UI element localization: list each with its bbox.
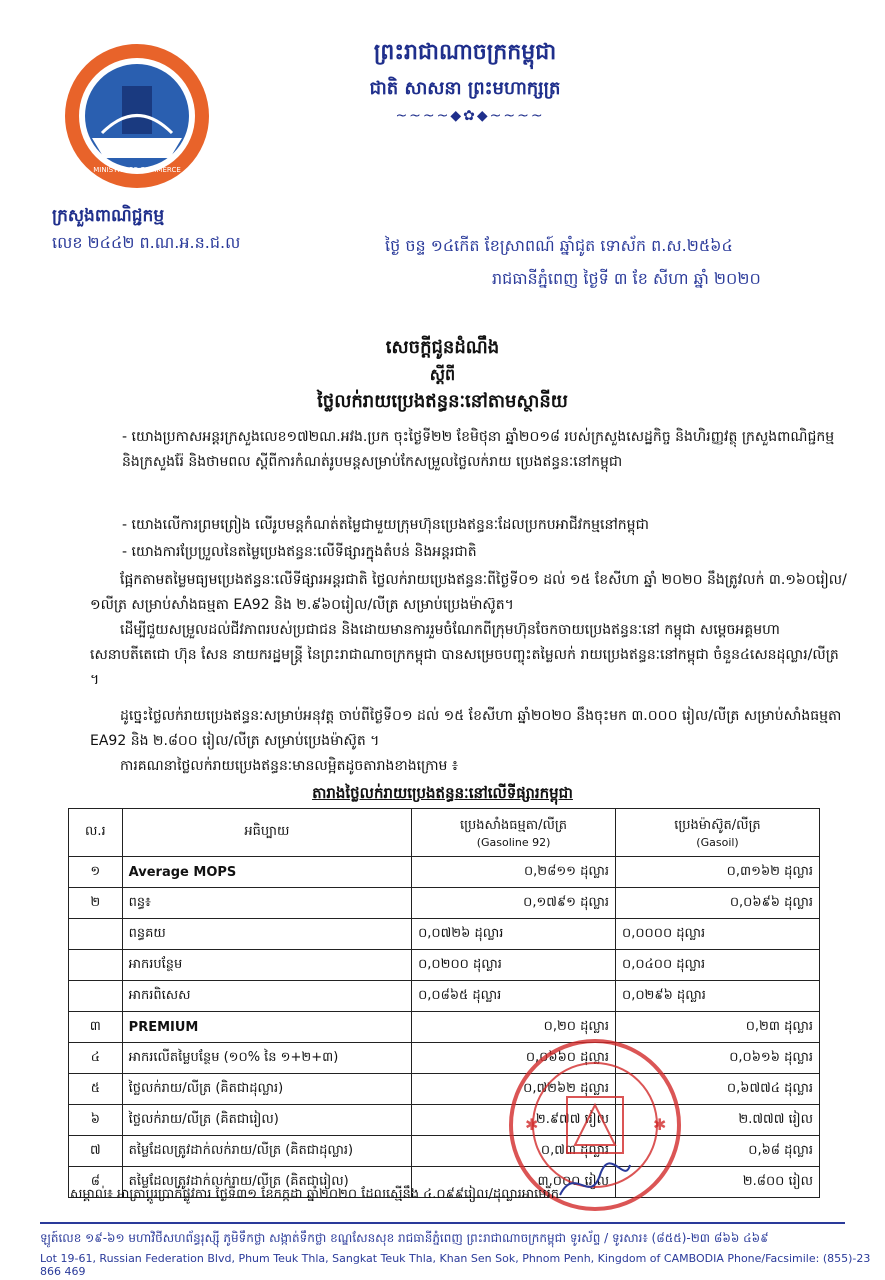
header-no: ល.រ: [69, 809, 123, 857]
row-number: [69, 981, 123, 1012]
bullet-item: - យោងការប្រែប្រួលនៃតម្លៃប្រេងឥន្ធនៈលើទីផ្សារក្នុងតំបន់ និងអន្តរជាតិ: [122, 544, 477, 560]
gasoline-value: ០,២០ ដុល្លារ: [412, 1012, 616, 1043]
paragraph: ដូច្នេះថ្លៃលក់រាយប្រេងឥន្ធនៈសម្រាប់អនុវត្ត ចាប់ពីថ្ងៃទី០១ ដល់ ១៥ ខែសីហា ឆ្នាំ២០២០ នឹងចុះមក ៣.០០០ រៀល/លីត្រ សម្រាប់សាំងធម្មតា EA92 និង ២.៨០០ រៀល/លីត្រ សម្រាប់ប្រេងម៉ាស៊ូត ។: [90, 708, 842, 749]
row-number: ៦: [69, 1105, 123, 1136]
header-gasoline: ប្រេងសាំងធម្មតា/លីត្រ (Gasoline 92): [412, 809, 616, 857]
table-row: [69, 981, 820, 1012]
table-row: [69, 1136, 820, 1167]
gasoil-value: ០,០៦៩៦ ដុល្លារ: [616, 888, 820, 919]
lunar-date: ថ្ងៃ ចន្ទ ១៤កើត ខែស្រាពណ៍ ឆ្នាំជូត ទោស័ក ព.ស.២៥៦៤: [385, 236, 733, 255]
row-description: ពន្ធគយ: [122, 919, 411, 950]
row-number: ២: [69, 888, 123, 919]
row-number: [69, 919, 123, 950]
gasoline-value: ០,៧៣ ដុល្លារ: [412, 1136, 616, 1167]
row-number: ៤: [69, 1043, 123, 1074]
row-number: ៧: [69, 1136, 123, 1167]
bullet-item: - យោងលើការព្រមព្រៀង លើរូបមន្តកំណត់តម្លៃជាមួយក្រុមហ៊ុនប្រេងឥន្ធនៈដែលប្រកបអាជីវកម្មនៅកម្ពុជា: [122, 517, 649, 533]
ornament-divider: ~~~~◆✿◆~~~~: [395, 108, 545, 124]
row-description: អាករបន្ថែម: [122, 950, 411, 981]
gasoline-value: ០,៧២៦២ ដុល្លារ: [412, 1074, 616, 1105]
solar-date: រាជធានីភ្នំពេញ ថ្ងៃទី ៣ ខែ សីហា ឆ្នាំ ២០២០: [492, 269, 761, 288]
gasoil-value: ២.៧៧៧ រៀល: [616, 1105, 820, 1136]
footnote: សម្គាល់៖ អាត្រាប្តូរប្រាក់ផ្លូវការ ថ្ងៃទី៣១ ខែកក្កដា ឆ្នាំ២០២០ ដែលស្មើនឹង ៤.០៩៩រៀល/ដុល្លារអាមេរិក: [70, 1187, 559, 1202]
header-desc: អធិប្បាយ: [122, 809, 411, 857]
row-number: ១: [69, 857, 123, 888]
gasoline-value: ០,២៨១១ ដុល្លារ: [412, 857, 616, 888]
ministry-logo: [62, 38, 212, 198]
header-gasoil: ប្រេងម៉ាស៊ូត/លីត្រ (Gasoil): [616, 809, 820, 857]
table-caption: តារាងថ្លៃលក់រាយប្រេងឥន្ធនៈនៅលើទីផ្សារកម្ពុជា: [312, 784, 573, 802]
national-motto: ជាតិ សាសនា ព្រះមហាក្សត្រ: [369, 78, 561, 99]
row-description: អាករពិសេស: [122, 981, 411, 1012]
gasoil-value: ០,០២៩៦ ដុល្លារ: [616, 981, 820, 1012]
gasoline-value: ០,០២០០ ដុល្លារ: [412, 950, 616, 981]
signature: [555, 1155, 635, 1210]
row-number: ៣: [69, 1012, 123, 1043]
paragraph: ដើម្បីជួយសម្រួលដល់ជីវភាពរបស់ប្រជាជន និងដោយមានការរួមចំណែកពីក្រុមហ៊ុនចែកចាយប្រេងឥន្ធនៈនៅ កម្ពុជា សម្តេចអគ្គមហាសេនាបតីតេជោ ហ៊ុន សែន នាយករដ្ឋមន្ត្រី នៃព្រះរាជាណាចក្រកម្ពុជា បានសម្រេចបញ្ចុះតម្លៃលក់ រាយប្រេងឥន្ធនៈនៅកម្ពុជា ចំនួន៤សេនដុល្លារ/លីត្រ ។: [90, 622, 839, 688]
table-row: [69, 1043, 820, 1074]
gasoil-value: ០,០០០០ ដុល្លារ: [616, 919, 820, 950]
fuel-price-table: [68, 808, 820, 1198]
paragraph: ផ្អែកតាមតម្លៃមធ្យមប្រេងឥន្ធនៈលើទីផ្សារអន្តរជាតិ ថ្លៃលក់រាយប្រេងឥន្ធនៈពីថ្ងៃទី០១ ដល់ ១៥ ខែសីហា ឆ្នាំ ២០២០ នឹងត្រូវលក់ ៣.១៦០រៀល/១លីត្រ សម្រាប់សាំងធម្មតា EA92 និង ២.៩៦០រៀល/លីត្រ សម្រាប់ប្រេងម៉ាស៊ូត។: [90, 572, 847, 613]
row-number: [69, 950, 123, 981]
svg-text:✱: ✱: [525, 1115, 539, 1134]
gasoline-value: ៣,០០០ រៀល: [412, 1167, 616, 1198]
row-description: តម្លៃដែលត្រូវដាក់លក់រាយ/លីត្រ (គិតជារៀល): [122, 1167, 411, 1198]
row-description: អាករលើតម្លៃបន្ថែម (១០% នៃ ១+២+៣): [122, 1043, 411, 1074]
bullet-item: - យោងប្រកាសអន្តរក្រសួងលេខ១៧២ណ.អវង.ប្រក ចុះថ្ងៃទី២២ ខែមិថុនា ឆ្នាំ២០១៨ របស់ក្រសួងសេដ្ឋកិច្ច និងហិរញ្ញវត្ថុ ក្រសួងពាណិជ្ជកម្ម និងក្រសួងរ៉ែ និងថាមពល ស្តីពីការកំណត់រូបមន្តសម្រាប់កែសម្រួលថ្លៃលក់រាយ ប្រេងឥន្ធនៈនៅកម្ពុជា: [122, 429, 835, 470]
gasoline-value: ២.៩៧៧ រៀល: [412, 1105, 616, 1136]
table-row: [69, 1105, 820, 1136]
gasoil-value: ០,៦៨ ដុល្លារ: [616, 1136, 820, 1167]
row-description: ថ្លៃលក់រាយ/លីត្រ (គិតជាដុល្លារ): [122, 1074, 411, 1105]
reference-number: លេខ ២៤៤២ ព.ណ.អ.ន.ជ.ល: [52, 233, 241, 252]
row-description: ថ្លៃលក់រាយ/លីត្រ (គិតជារៀល): [122, 1105, 411, 1136]
gasoil-value: ០,៦៧៧៤ ដុល្លារ: [616, 1074, 820, 1105]
gasoline-value: ០,១៧៩១ ដុល្លារ: [412, 888, 616, 919]
table-body: [69, 857, 820, 1198]
gasoline-value: ០,០៧២៦ ដុល្លារ: [412, 919, 616, 950]
row-description: PREMIUM: [122, 1012, 411, 1043]
notice-title: សេចក្តីជូនដំណឹង: [385, 337, 500, 358]
row-description: Average MOPS: [122, 857, 411, 888]
address-english: Lot 19-61, Russian Federation Blvd, Phum Teuk Thla, Sangkat Teuk Thla, Khan Sen Sok, Phnom Penh, Kingdom of CAMBODIA Phone/Facsimile: (855)-23 866 469: [40, 1252, 871, 1278]
row-number: ៨: [69, 1167, 123, 1198]
gasoil-value: ០,០៦១៦ ដុល្លារ: [616, 1043, 820, 1074]
table-header-row: [69, 809, 820, 857]
kingdom-title: ព្រះរាជាណាចក្រកម្ពុជា: [373, 40, 557, 65]
gasoline-value: ០,០៨៦៥ ដុល្លារ: [412, 981, 616, 1012]
logo-text: MINISTRY OF COMMERCE: [93, 166, 181, 174]
notice-subtitle: ស្តីពី: [429, 365, 456, 384]
row-description: តម្លៃដែលត្រូវដាក់លក់រាយ/លីត្រ (គិតជាដុល្លារ): [122, 1136, 411, 1167]
gasoline-value: ០,០៦៦០ ដុល្លារ: [412, 1043, 616, 1074]
table-row: [69, 919, 820, 950]
svg-text:✱: ✱: [653, 1115, 667, 1134]
gasoil-value: ០,០៤០០ ដុល្លារ: [616, 950, 820, 981]
gasoil-value: ០,៣១៦២ ដុល្លារ: [616, 857, 820, 888]
gasoil-value: ២.៨០០ រៀល: [616, 1167, 820, 1198]
table-row: [69, 950, 820, 981]
footer-divider: [40, 1222, 845, 1224]
paragraph: ការគណនាថ្លៃលក់រាយប្រេងឥន្ធនៈមានលម្អិតដូចតារាងខាងក្រោម ៖: [120, 758, 459, 774]
address-khmer: ឡូត៍លេខ ១៩-៦១ មហាវិថីសហព័ន្ធរុស្ស៊ី ភូមិទឹកថ្លា សង្កាត់ទឹកថ្លា ខណ្ឌសែនសុខ រាជធានីភ្នំពេញ ព្រះរាជាណាចក្រកម្ពុជា ទូរស័ព្ទ / ទូរសារ៖ (៨៥៥)-២៣ ៨៦៦ ៤៦៩: [40, 1231, 769, 1245]
gasoil-value: ០,២៣ ដុល្លារ: [616, 1012, 820, 1043]
notice-topic: ថ្លៃលក់រាយប្រេងឥន្ធនៈនៅតាមស្ថានីយ: [317, 391, 568, 412]
table-row: [69, 1074, 820, 1105]
table-row: [69, 888, 820, 919]
table-row: [69, 1012, 820, 1043]
row-number: ៥: [69, 1074, 123, 1105]
table-row: [69, 857, 820, 888]
ministry-name: ក្រសួងពាណិជ្ជកម្ម: [52, 206, 165, 226]
row-description: ពន្ធ៖: [122, 888, 411, 919]
